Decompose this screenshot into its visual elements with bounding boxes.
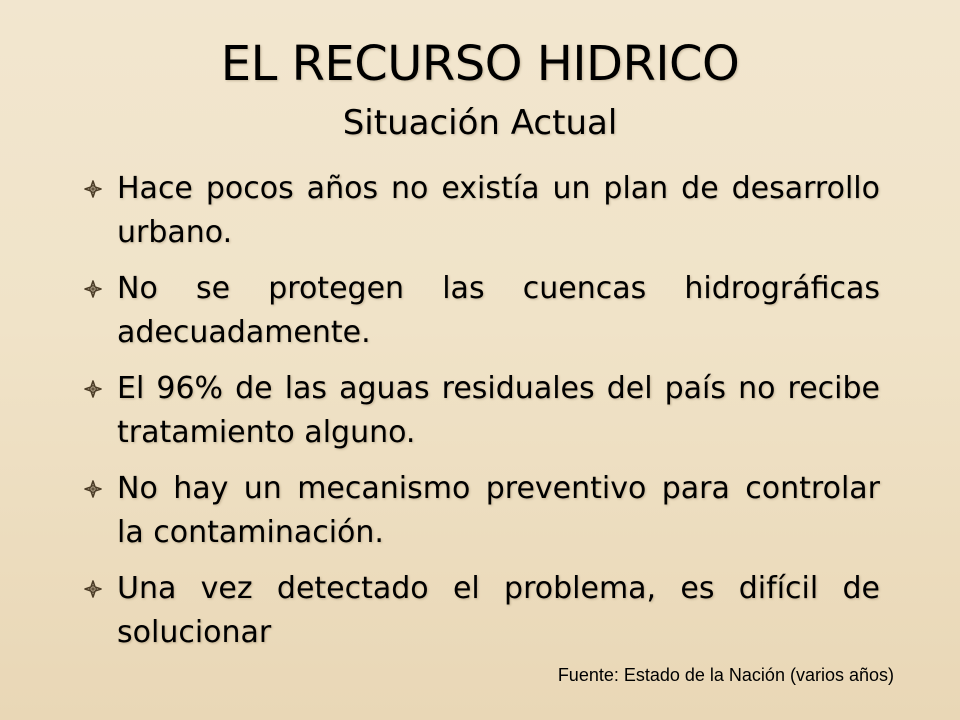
cross-diamond-icon <box>84 180 102 198</box>
cross-diamond-icon <box>84 280 102 298</box>
slide-subtitle: Situación Actual <box>342 103 618 143</box>
cross-diamond-icon <box>84 380 102 398</box>
slide-title: EL RECURSO HIDRICO <box>220 36 740 92</box>
bullet-list <box>80 167 880 667</box>
cross-diamond-icon <box>84 580 102 598</box>
bullet-item <box>80 567 880 655</box>
source-note: Fuente: Estado de la Nación (varios años) <box>557 665 894 685</box>
bullet-text: Una vez detectado el problema, es difícil de solucionar <box>117 571 880 650</box>
bullet-item <box>80 267 880 355</box>
bullet-text: El 96% de las aguas residuales del país no recibe tratamiento alguno. <box>117 371 880 450</box>
bullet-text: Hace pocos años no existía un plan de desarrollo urbano. <box>117 171 880 250</box>
bullet-item <box>80 467 880 555</box>
bullet-text: No se protegen las cuencas hidrográficas adecuadamente. <box>117 271 880 350</box>
cross-diamond-icon <box>84 480 102 498</box>
bullet-text: No hay un mecanismo preventivo para controlar la contaminación. <box>117 471 880 550</box>
bullet-item <box>80 367 880 455</box>
bullet-item <box>80 167 880 255</box>
